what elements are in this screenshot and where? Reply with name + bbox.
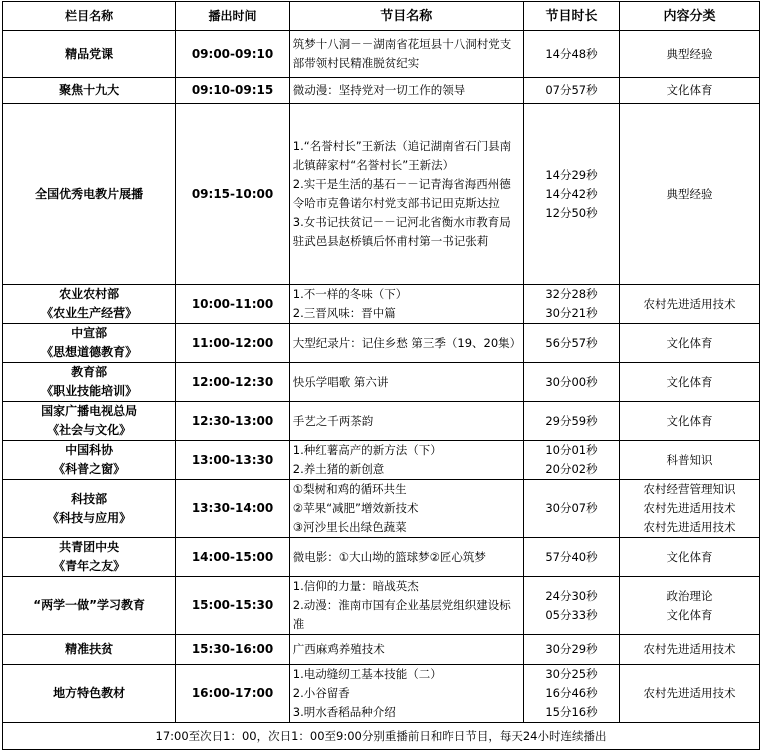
program-name-cell bbox=[289, 324, 523, 363]
column-name-cell bbox=[3, 635, 176, 665]
category: 农村先进适用技术 bbox=[643, 296, 736, 311]
duration: 30分00秒 bbox=[545, 374, 598, 389]
column-name: 教育部 bbox=[71, 365, 108, 379]
column-name: 《思想道德教育》 bbox=[41, 345, 138, 359]
category: 典型经验 bbox=[666, 46, 713, 61]
air-time: 15:00-15:30 bbox=[176, 577, 289, 635]
program-name: 2.实干是生活的基石－－记青海省海西州德令哈市克鲁诺尔村党支部书记田克斯达拉 bbox=[292, 177, 511, 210]
column-name-cell bbox=[3, 324, 176, 363]
column-name-cell bbox=[3, 577, 176, 635]
duration: 56分57秒 bbox=[545, 335, 598, 350]
duration: 07分57秒 bbox=[545, 83, 598, 97]
column-name: 《农业生产经营》 bbox=[41, 306, 138, 320]
column-name: 中国科协 bbox=[65, 443, 114, 457]
header-program-name: 节目名称 bbox=[289, 2, 523, 31]
category-cell bbox=[620, 441, 760, 480]
duration-cell bbox=[523, 104, 619, 285]
air-time: 09:10-09:15 bbox=[176, 78, 289, 104]
program-name: 2.动漫：淮南市国有企业基层党组织建设标准 bbox=[292, 598, 511, 631]
duration: 12分50秒 bbox=[545, 205, 598, 220]
duration-cell bbox=[523, 480, 619, 538]
program-name-cell bbox=[289, 577, 523, 635]
program-name: 筑梦十八洞－－湖南省花垣县十八洞村党支部带领村民精准脱贫纪实 bbox=[292, 37, 512, 70]
table-row bbox=[3, 324, 760, 363]
duration: 05分33秒 bbox=[545, 607, 598, 622]
category-cell bbox=[620, 78, 760, 104]
program-name: ②苹果“减肥”增效新技术 bbox=[292, 501, 419, 515]
duration: 29分59秒 bbox=[545, 413, 598, 428]
table-row bbox=[3, 577, 760, 635]
program-name: 大型纪录片：记住乡愁 第三季（19、20集） bbox=[292, 335, 522, 350]
program-name: 1.种红薯高产的新方法（下） bbox=[292, 443, 442, 457]
table-row bbox=[3, 363, 760, 402]
category: 农村先进适用技术 bbox=[643, 501, 736, 515]
category-cell bbox=[620, 31, 760, 78]
category: 典型经验 bbox=[666, 186, 713, 201]
duration: 10分01秒 bbox=[545, 443, 598, 457]
table-row bbox=[3, 31, 760, 78]
program-name: 微电影：①大山坳的篮球梦②匠心筑梦 bbox=[292, 549, 486, 564]
duration: 14分42秒 bbox=[545, 186, 598, 201]
program-name: 2.小谷留香 bbox=[292, 686, 350, 700]
column-name: 科技部 bbox=[71, 491, 108, 506]
duration: 24分30秒 bbox=[545, 588, 598, 603]
column-name: 精品党课 bbox=[65, 46, 114, 61]
program-name: 手艺之千两茶韵 bbox=[292, 413, 374, 428]
duration-cell bbox=[523, 285, 619, 324]
program-name-cell bbox=[289, 104, 523, 285]
duration-cell bbox=[523, 635, 619, 665]
category-cell bbox=[620, 363, 760, 402]
duration-cell bbox=[523, 31, 619, 78]
duration-cell bbox=[523, 402, 619, 441]
column-name: 国家广播电视总局 bbox=[41, 404, 138, 418]
column-name: 《社会与文化》 bbox=[47, 423, 132, 437]
column-name: 精准扶贫 bbox=[65, 642, 114, 656]
schedule-body bbox=[3, 31, 760, 723]
header-column-name: 栏目名称 bbox=[3, 2, 176, 31]
program-name: 1.信仰的力量：暗战英杰 bbox=[292, 579, 419, 593]
program-name: 2.三晋风味：晋中篇 bbox=[292, 306, 396, 320]
program-name: ①梨树和鸡的循环共生 bbox=[292, 482, 407, 496]
air-time: 09:15-10:00 bbox=[176, 104, 289, 285]
table-row bbox=[3, 538, 760, 577]
duration-cell bbox=[523, 665, 619, 723]
air-time: 10:00-11:00 bbox=[176, 285, 289, 324]
category: 农村先进适用技术 bbox=[643, 686, 736, 700]
duration-cell bbox=[523, 363, 619, 402]
air-time: 16:00-17:00 bbox=[176, 665, 289, 723]
program-name: 1.电动缝纫工基本技能（二） bbox=[292, 667, 442, 681]
duration: 57分40秒 bbox=[545, 549, 598, 564]
duration: 15分16秒 bbox=[545, 705, 598, 719]
program-name: 3.女书记扶贫记－－记河北省衡水市教育局驻武邑县赵桥镇后怀甫村第一书记张莉 bbox=[292, 215, 511, 248]
category: 文化体育 bbox=[666, 413, 713, 428]
column-name-cell bbox=[3, 78, 176, 104]
duration: 14分29秒 bbox=[545, 167, 598, 182]
column-name: 《科技与应用》 bbox=[47, 510, 132, 525]
category-cell bbox=[620, 577, 760, 635]
column-name-cell bbox=[3, 285, 176, 324]
header-duration: 节目时长 bbox=[523, 2, 619, 31]
table-row bbox=[3, 665, 760, 723]
column-name-cell bbox=[3, 402, 176, 441]
column-name-cell bbox=[3, 363, 176, 402]
category: 政治理论 bbox=[666, 588, 713, 603]
duration-cell bbox=[523, 441, 619, 480]
air-time: 09:00-09:10 bbox=[176, 31, 289, 78]
duration-cell bbox=[523, 577, 619, 635]
column-name: “两学一做”学习教育 bbox=[33, 598, 146, 612]
program-name: 1.不一样的冬味（下） bbox=[292, 287, 408, 301]
category-cell bbox=[620, 402, 760, 441]
column-name-cell bbox=[3, 538, 176, 577]
column-name: 中宣部 bbox=[71, 326, 108, 340]
program-name-cell bbox=[289, 665, 523, 723]
program-name-cell bbox=[289, 78, 523, 104]
category-cell bbox=[620, 538, 760, 577]
program-name-cell bbox=[289, 635, 523, 665]
footer-row bbox=[3, 723, 760, 750]
program-name: 微动漫：坚持党对一切工作的领导 bbox=[292, 83, 466, 97]
header-air-time: 播出时间 bbox=[176, 2, 289, 31]
duration: 30分21秒 bbox=[545, 306, 598, 320]
category: 农村经营管理知识 bbox=[643, 482, 736, 496]
category: 文化体育 bbox=[666, 83, 713, 97]
program-name-cell bbox=[289, 31, 523, 78]
duration: 14分48秒 bbox=[545, 46, 598, 61]
header-row bbox=[3, 2, 760, 31]
air-time: 11:00-12:00 bbox=[176, 324, 289, 363]
duration: 30分29秒 bbox=[545, 642, 598, 656]
category: 农村先进适用技术 bbox=[643, 520, 736, 534]
table-row bbox=[3, 480, 760, 538]
program-name: 快乐学唱歌 第六讲 bbox=[292, 374, 389, 389]
duration-cell bbox=[523, 324, 619, 363]
program-name-cell bbox=[289, 441, 523, 480]
category: 文化体育 bbox=[666, 374, 713, 389]
duration: 16分46秒 bbox=[545, 686, 598, 700]
table-row bbox=[3, 285, 760, 324]
duration-cell bbox=[523, 538, 619, 577]
column-name: 《青年之友》 bbox=[53, 559, 126, 573]
duration-cell bbox=[523, 78, 619, 104]
table-row bbox=[3, 78, 760, 104]
air-time: 15:30-16:00 bbox=[176, 635, 289, 665]
column-name-cell bbox=[3, 31, 176, 78]
program-name: 3.明水香稻品种介绍 bbox=[292, 705, 396, 719]
table-row bbox=[3, 441, 760, 480]
air-time: 13:30-14:00 bbox=[176, 480, 289, 538]
category-cell bbox=[620, 104, 760, 285]
category-cell bbox=[620, 324, 760, 363]
category-cell bbox=[620, 480, 760, 538]
air-time: 12:30-13:00 bbox=[176, 402, 289, 441]
table-row bbox=[3, 402, 760, 441]
column-name: 地方特色教材 bbox=[53, 686, 126, 700]
air-time: 14:00-15:00 bbox=[176, 538, 289, 577]
duration: 32分28秒 bbox=[545, 287, 598, 301]
category: 文化体育 bbox=[666, 607, 713, 622]
program-name-cell bbox=[289, 538, 523, 577]
program-name-cell bbox=[289, 402, 523, 441]
program-name: 2.养土猪的新创意 bbox=[292, 462, 385, 476]
program-name-cell bbox=[289, 480, 523, 538]
table-row bbox=[3, 104, 760, 285]
category: 农村先进适用技术 bbox=[643, 642, 736, 656]
table-row bbox=[3, 635, 760, 665]
column-name-cell bbox=[3, 480, 176, 538]
category-cell bbox=[620, 285, 760, 324]
column-name: 全国优秀电教片展播 bbox=[35, 186, 144, 201]
air-time: 13:00-13:30 bbox=[176, 441, 289, 480]
rebroadcast-note: 17:00至次日1：00，次日1：00至9:00分别重播前日和昨日节目，每天24小时连续播出 bbox=[3, 723, 760, 750]
category-cell bbox=[620, 635, 760, 665]
program-name: 广西麻鸡养殖技术 bbox=[292, 642, 385, 656]
column-name-cell bbox=[3, 441, 176, 480]
duration: 30分25秒 bbox=[545, 667, 598, 681]
program-name: ③河沙里长出绿色蔬菜 bbox=[292, 520, 407, 534]
program-name-cell bbox=[289, 285, 523, 324]
column-name: 聚焦十九大 bbox=[59, 83, 120, 97]
column-name: 《科普之窗》 bbox=[53, 462, 126, 476]
column-name-cell bbox=[3, 104, 176, 285]
column-name: 《职业技能培训》 bbox=[41, 384, 138, 398]
program-name-cell bbox=[289, 363, 523, 402]
column-name-cell bbox=[3, 665, 176, 723]
header-category: 内容分类 bbox=[620, 2, 760, 31]
category: 文化体育 bbox=[666, 335, 713, 350]
category: 科普知识 bbox=[666, 452, 713, 467]
duration: 20分02秒 bbox=[545, 462, 598, 476]
program-name: 1.“名誉村长”王新法（追记湖南省石门县南北镇薛家村“名誉村长”王新法） bbox=[292, 139, 512, 172]
category-cell bbox=[620, 665, 760, 723]
column-name: 农业农村部 bbox=[59, 287, 120, 301]
duration: 30分07秒 bbox=[545, 501, 598, 515]
air-time: 12:00-12:30 bbox=[176, 363, 289, 402]
schedule-table bbox=[2, 1, 760, 750]
category: 文化体育 bbox=[666, 549, 713, 564]
column-name: 共青团中央 bbox=[59, 540, 120, 554]
